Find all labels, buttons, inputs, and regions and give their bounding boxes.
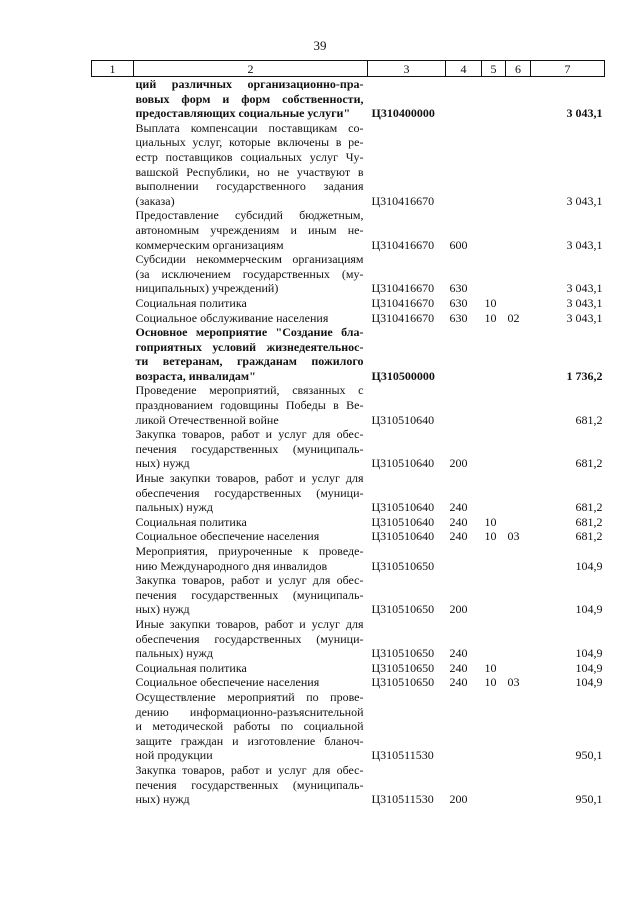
- item-name-line: Выплата компенсации поставщикам со-: [135, 120, 364, 135]
- item-name-line: ной продукции: [135, 748, 213, 763]
- item-name-line: вовых форм и форм собственности,: [135, 91, 364, 106]
- row-number-cell: [92, 208, 134, 252]
- subsection-cell: [506, 471, 531, 515]
- section-cell: [482, 208, 506, 252]
- section-cell: [482, 573, 506, 617]
- subsection-cell: [506, 573, 531, 617]
- item-name-line: печения государственных (муниципаль-: [135, 777, 364, 792]
- table-row: [92, 675, 605, 690]
- amount-cell: 104,9: [575, 660, 603, 675]
- item-name-cell: [134, 383, 368, 427]
- amount-cell: 104,9: [575, 558, 603, 573]
- item-name-cell: [134, 515, 368, 530]
- item-name-cell: [134, 573, 368, 617]
- table-row: [92, 121, 605, 209]
- column-header-7: 7: [531, 61, 605, 77]
- amount-cell: 1 736,2: [566, 368, 603, 383]
- target-code-cell: Ц310510650: [371, 675, 435, 690]
- target-code-cell: Ц310500000: [371, 368, 435, 383]
- target-code-cell: Ц310416670: [371, 237, 435, 252]
- row-number-cell: [92, 529, 134, 544]
- expense-type-cell: 240: [449, 529, 468, 544]
- item-name-line: Предоставление субсидий бюджетным,: [135, 208, 364, 223]
- table-row: [92, 617, 605, 661]
- item-name-line: Иные закупки товаров, работ и услуг для: [135, 471, 364, 486]
- amount-cell: 3 043,1: [566, 193, 603, 208]
- item-name-line: печения государственных (муниципаль-: [135, 587, 364, 602]
- target-code-cell: Ц310416670: [371, 310, 435, 325]
- target-code-cell: Ц310510650: [371, 646, 435, 661]
- expense-type-cell: [446, 383, 482, 427]
- budget-table: [91, 60, 605, 807]
- table-row: [92, 529, 605, 544]
- section-cell: [482, 325, 506, 383]
- item-name-line: ций различных организационно-пра-: [135, 77, 364, 91]
- column-header-1: 1: [92, 61, 134, 77]
- section-cell: [482, 427, 506, 471]
- subsection-cell: [506, 325, 531, 383]
- target-code-cell: Ц310416670: [371, 295, 435, 310]
- subsection-cell: [506, 690, 531, 763]
- item-name-line: ти ветеранам, гражданам пожилого: [135, 354, 364, 369]
- subsection-cell: [506, 383, 531, 427]
- item-name-line: выполнении государственного задания: [135, 179, 364, 194]
- row-number-cell: [92, 544, 134, 573]
- table-row: [92, 690, 605, 763]
- row-number-cell: [92, 573, 134, 617]
- subsection-cell: [506, 515, 531, 530]
- expense-type-cell: [446, 325, 482, 383]
- expense-type-cell: 240: [449, 675, 468, 690]
- item-name-line: празднованием годовщины Победы в Ве-: [135, 398, 364, 413]
- amount-cell: 104,9: [575, 646, 603, 661]
- amount-cell: 3 043,1: [566, 281, 603, 296]
- item-name-line: Осуществление мероприятий по прове-: [135, 689, 364, 704]
- section-cell: 10: [484, 675, 497, 690]
- section-cell: [482, 544, 506, 573]
- item-name-cell: [134, 427, 368, 471]
- item-name-line: Мероприятия, приуроченные к проведе-: [135, 544, 364, 558]
- row-number-cell: [92, 252, 134, 296]
- item-name-line: Закупка товаров, работ и услуг для обес-: [135, 427, 364, 442]
- row-number-cell: [92, 121, 134, 209]
- item-name-line: Основное мероприятие "Создание бла-: [135, 325, 364, 340]
- target-code-cell: Ц310510650: [371, 660, 435, 675]
- item-name-line: ных) нужд: [135, 456, 190, 471]
- item-name-cell: [134, 544, 368, 573]
- item-name-cell: [134, 690, 368, 763]
- item-name-line: Социальное обеспечение населения: [135, 529, 320, 544]
- subsection-cell: [506, 296, 531, 311]
- column-header-4: 4: [446, 61, 482, 77]
- item-name-line: Социальное обслуживание населения: [135, 310, 329, 325]
- section-cell: [482, 252, 506, 296]
- item-name-line: ных) нужд: [135, 602, 190, 617]
- table-row: [92, 383, 605, 427]
- item-name-line: печения государственных (муниципаль-: [135, 441, 364, 456]
- amount-cell: 3 043,1: [566, 295, 603, 310]
- item-name-line: Социальная политика: [135, 295, 247, 310]
- section-cell: 10: [484, 514, 497, 529]
- item-name-line: нию Международного дня инвалидов: [135, 558, 328, 573]
- item-name-line: автономным учреждениям и иным не-: [135, 222, 364, 237]
- item-name-line: вашской Республики, но не участвуют в: [135, 164, 364, 179]
- row-number-cell: [92, 661, 134, 676]
- section-cell: [482, 383, 506, 427]
- amount-cell: 681,2: [575, 529, 603, 544]
- row-number-cell: [92, 763, 134, 807]
- table-row: [92, 471, 605, 515]
- expense-type-cell: 630: [449, 310, 468, 325]
- item-name-line: обеспечения государственных (муници-: [135, 485, 364, 500]
- item-name-cell: [134, 77, 368, 121]
- section-cell: [482, 77, 506, 121]
- subsection-cell: [506, 121, 531, 209]
- item-name-line: Социальная политика: [135, 660, 247, 675]
- column-number-header: [92, 61, 605, 77]
- item-name-cell: [134, 208, 368, 252]
- expense-type-cell: [446, 121, 482, 209]
- target-code-cell: Ц310400000: [371, 106, 435, 121]
- table-row: [92, 208, 605, 252]
- subsection-cell: 02: [507, 310, 520, 325]
- item-name-line: Социальная политика: [135, 514, 247, 529]
- item-name-line: ных) нужд: [135, 792, 190, 807]
- target-code-cell: Ц310510640: [371, 456, 435, 471]
- item-name-line: Субсидии некоммерческим организациям: [135, 252, 364, 267]
- item-name-cell: [134, 471, 368, 515]
- item-name-line: и методической работы по социальной: [135, 719, 364, 734]
- item-name-line: Социальное обеспечение населения: [135, 675, 320, 690]
- section-cell: 10: [484, 660, 497, 675]
- target-code-cell: Ц310511530: [371, 748, 434, 763]
- section-cell: [482, 617, 506, 661]
- row-number-cell: [92, 471, 134, 515]
- item-name-cell: [134, 675, 368, 690]
- table-row: [92, 573, 605, 617]
- row-number-cell: [92, 675, 134, 690]
- item-name-line: предоставляющих социальные услуги": [135, 106, 351, 121]
- item-name-line: Проведение мероприятий, связанных с: [135, 383, 364, 398]
- page-number: 39: [313, 38, 327, 53]
- target-code-cell: Ц310416670: [371, 281, 435, 296]
- amount-cell: 3 043,1: [566, 106, 603, 121]
- target-code-cell: Ц310510650: [371, 558, 435, 573]
- table-row: [92, 77, 605, 121]
- table-row: [92, 763, 605, 807]
- table-row: [92, 661, 605, 676]
- row-number-cell: [92, 296, 134, 311]
- section-cell: [482, 690, 506, 763]
- expense-type-cell: 240: [449, 500, 468, 515]
- target-code-cell: Ц310511530: [371, 792, 434, 807]
- column-header-3: 3: [368, 61, 446, 77]
- item-name-line: ниципальных) учреждений): [135, 281, 279, 296]
- item-name-line: пальных) нужд: [135, 500, 213, 515]
- amount-cell: 681,2: [575, 456, 603, 471]
- amount-cell: 104,9: [575, 675, 603, 690]
- expense-type-cell: [446, 690, 482, 763]
- item-name-cell: [134, 311, 368, 326]
- table-row: [92, 311, 605, 326]
- item-name-line: Закупка товаров, работ и услуг для обес-: [135, 762, 364, 777]
- table-row: [92, 296, 605, 311]
- subsection-cell: [506, 544, 531, 573]
- section-cell: 10: [484, 529, 497, 544]
- subsection-cell: 03: [507, 529, 520, 544]
- target-code-cell: Ц310510640: [371, 500, 435, 515]
- amount-cell: 950,1: [575, 748, 603, 763]
- row-number-cell: [92, 311, 134, 326]
- amount-cell: 950,1: [575, 792, 603, 807]
- item-name-line: дению информационно-разъяснительной: [135, 704, 364, 719]
- target-code-cell: Ц310510650: [371, 602, 435, 617]
- item-name-cell: [134, 325, 368, 383]
- column-header-5: 5: [482, 61, 506, 77]
- expense-type-cell: 630: [449, 281, 468, 296]
- item-name-line: Закупка товаров, работ и услуг для обес-: [135, 573, 364, 588]
- item-name-line: обеспечения государственных (муници-: [135, 631, 364, 646]
- section-cell: 10: [484, 310, 497, 325]
- item-name-line: ликой Отечественной войне: [135, 412, 279, 427]
- item-name-line: циальных услуг, которые включены в ре-: [135, 135, 364, 150]
- amount-cell: 681,2: [575, 514, 603, 529]
- table-row: [92, 427, 605, 471]
- target-code-cell: Ц310510640: [371, 412, 435, 427]
- expense-type-cell: 200: [449, 602, 468, 617]
- row-number-cell: [92, 325, 134, 383]
- expense-type-cell: 600: [449, 237, 468, 252]
- column-header-2: 2: [134, 61, 368, 77]
- item-name-line: пальных) нужд: [135, 646, 213, 661]
- expense-type-cell: [446, 77, 482, 121]
- subsection-cell: [506, 427, 531, 471]
- table-row: [92, 515, 605, 530]
- amount-cell: 104,9: [575, 602, 603, 617]
- column-header-6: 6: [506, 61, 531, 77]
- section-cell: 10: [484, 295, 497, 310]
- item-name-line: коммерческим организациям: [135, 237, 284, 252]
- item-name-line: Иные закупки товаров, работ и услуг для: [135, 616, 364, 631]
- subsection-cell: [506, 617, 531, 661]
- item-name-cell: [134, 529, 368, 544]
- subsection-cell: [506, 252, 531, 296]
- table-row: [92, 325, 605, 383]
- row-number-cell: [92, 427, 134, 471]
- expense-type-cell: 200: [449, 456, 468, 471]
- item-name-cell: [134, 661, 368, 676]
- subsection-cell: 03: [507, 675, 520, 690]
- row-number-cell: [92, 515, 134, 530]
- section-cell: [482, 763, 506, 807]
- subsection-cell: [506, 77, 531, 121]
- expense-type-cell: 240: [449, 646, 468, 661]
- table-row: [92, 252, 605, 296]
- expense-type-cell: 240: [449, 660, 468, 675]
- amount-cell: 681,2: [575, 412, 603, 427]
- item-name-cell: [134, 617, 368, 661]
- item-name-line: естр поставщиков социальных услуг Чу-: [135, 149, 364, 164]
- item-name-line: (заказа): [135, 193, 175, 208]
- expense-type-cell: 200: [449, 792, 468, 807]
- item-name-cell: [134, 252, 368, 296]
- row-number-cell: [92, 77, 134, 121]
- table-row: [92, 544, 605, 573]
- table-body: [92, 77, 605, 807]
- row-number-cell: [92, 383, 134, 427]
- section-cell: [482, 121, 506, 209]
- item-name-line: возраста, инвалидам": [135, 368, 256, 383]
- amount-cell: 3 043,1: [566, 237, 603, 252]
- row-number-cell: [92, 617, 134, 661]
- item-name-cell: [134, 121, 368, 209]
- amount-cell: 3 043,1: [566, 310, 603, 325]
- expense-type-cell: 630: [449, 295, 468, 310]
- item-name-cell: [134, 296, 368, 311]
- expense-type-cell: [446, 544, 482, 573]
- target-code-cell: Ц310510640: [371, 514, 435, 529]
- expense-type-cell: 240: [449, 514, 468, 529]
- amount-cell: 681,2: [575, 500, 603, 515]
- item-name-line: (за исключением государственных (му-: [135, 266, 364, 281]
- target-code-cell: Ц310416670: [371, 193, 435, 208]
- item-name-line: гоприятных условий жизнедеятельнос-: [135, 339, 364, 354]
- target-code-cell: Ц310510640: [371, 529, 435, 544]
- item-name-cell: [134, 763, 368, 807]
- subsection-cell: [506, 208, 531, 252]
- item-name-line: защите граждан и изготовление бланоч-: [135, 733, 364, 748]
- subsection-cell: [506, 763, 531, 807]
- row-number-cell: [92, 690, 134, 763]
- section-cell: [482, 471, 506, 515]
- subsection-cell: [506, 661, 531, 676]
